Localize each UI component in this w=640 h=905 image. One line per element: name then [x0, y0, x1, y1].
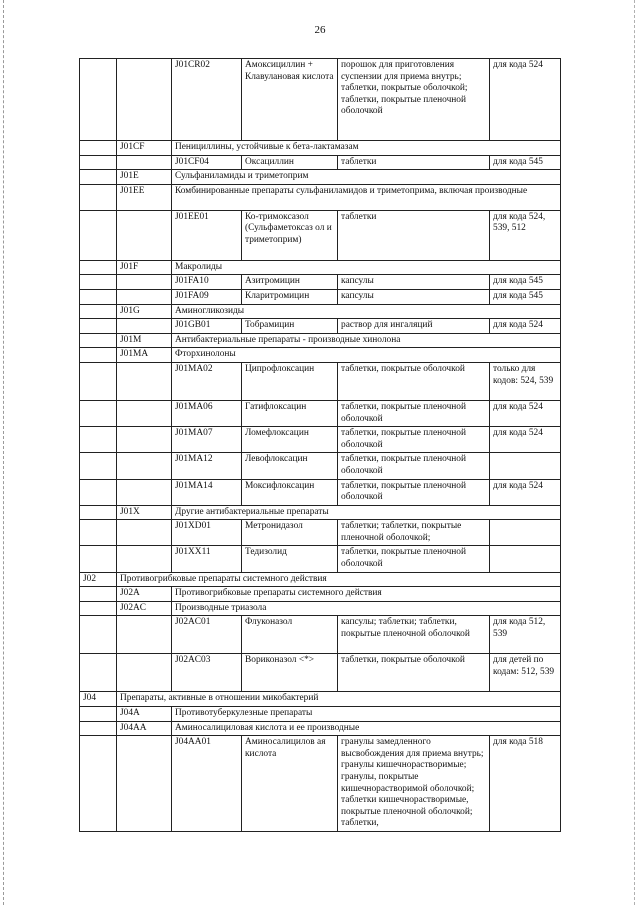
drug-name-cell: Азитромицин [242, 275, 338, 290]
drug-name-cell: Вориконазол <*> [242, 654, 338, 692]
group-title-cell: Сульфаниламиды и триметоприм [172, 170, 561, 185]
drug-name-cell: Метронидазол [242, 520, 338, 546]
empty-cell [117, 210, 172, 260]
drug-row [80, 59, 561, 141]
empty-cell [117, 453, 172, 479]
dosage-form-cell: таблетки, покрытые оболочкой [338, 362, 490, 400]
group-code-cell: J02AC [117, 601, 172, 616]
drug-row [80, 155, 561, 170]
group-row-level3 [80, 721, 561, 736]
drug-row [80, 520, 561, 546]
scan-edge-right [634, 0, 636, 905]
group-row-level3 [80, 707, 561, 722]
group-row-level3 [80, 184, 561, 210]
table-body [80, 59, 561, 832]
empty-cell [80, 184, 117, 210]
empty-cell [117, 155, 172, 170]
group-title-cell: Другие антибактериальные препараты [172, 505, 561, 520]
group-title-cell: Фторхинолоны [172, 348, 561, 363]
drug-name-cell: Аминосалицилов ая кислота [242, 736, 338, 832]
drug-name-cell: Гатифлоксацин [242, 400, 338, 426]
group-row-level3 [80, 505, 561, 520]
dosage-form-cell: таблетки, покрытые пленочной оболочкой [338, 546, 490, 572]
drug-name-cell: Ломефлоксацин [242, 427, 338, 453]
drug-row [80, 427, 561, 453]
group-code-cell: J01F [117, 260, 172, 275]
atc-code-cell: J01CR02 [172, 59, 242, 141]
dosage-form-cell: таблетки, покрытые пленочной оболочкой [338, 427, 490, 453]
empty-cell [80, 587, 117, 602]
group-row-level3 [80, 601, 561, 616]
group-row-level3 [80, 348, 561, 363]
group-code-cell: J04 [80, 692, 117, 707]
note-cell: для кода 524 [490, 479, 561, 505]
note-cell: для кода 545 [490, 289, 561, 304]
note-cell [490, 546, 561, 572]
dosage-form-cell: капсулы; таблетки; таблетки, покрытые пленочной оболочкой [338, 616, 490, 654]
empty-cell [117, 616, 172, 654]
drug-row [80, 362, 561, 400]
empty-cell [80, 260, 117, 275]
drug-row [80, 210, 561, 260]
group-title-cell: Макролиды [172, 260, 561, 275]
scan-edge-left [3, 0, 5, 905]
note-cell: только для кодов: 524, 539 [490, 362, 561, 400]
note-cell: для кода 524 [490, 427, 561, 453]
empty-cell [80, 400, 117, 426]
dosage-form-cell: капсулы [338, 289, 490, 304]
drug-row [80, 319, 561, 334]
drug-classification-table [79, 58, 561, 832]
drug-name-cell: Тобрамицин [242, 319, 338, 334]
drug-name-cell: Тедизолид [242, 546, 338, 572]
drug-row [80, 654, 561, 692]
empty-cell [80, 721, 117, 736]
note-cell: для кода 545 [490, 155, 561, 170]
empty-cell [80, 453, 117, 479]
note-cell: для кода 518 [490, 736, 561, 832]
empty-cell [117, 479, 172, 505]
empty-cell [80, 479, 117, 505]
dosage-form-cell: таблетки [338, 210, 490, 260]
atc-code-cell: J01XX11 [172, 546, 242, 572]
group-code-cell: J01X [117, 505, 172, 520]
group-row-level2 [80, 572, 561, 587]
empty-cell [80, 155, 117, 170]
empty-cell [80, 59, 117, 141]
dosage-form-cell: гранулы замедленного высвобождения для приема внутрь; гранулы кишечнорастворимые; гранулы, покрытые кишечнорастворимой оболочкой; таблетки кишечнорастворимые, покрытые пленочной оболочкой; таблетки, [338, 736, 490, 832]
drug-name-cell: Амоксициллин + Клавулановая кислота [242, 59, 338, 141]
empty-cell [117, 59, 172, 141]
group-title-cell: Производные триазола [172, 601, 561, 616]
empty-cell [80, 616, 117, 654]
drug-name-cell: Ко-тримоксазол (Сульфаметоксаз ол и триметоприм) [242, 210, 338, 260]
group-code-cell: J01M [117, 333, 172, 348]
group-title-cell: Комбинированные препараты сульфаниламидов и триметоприма, включая производные [172, 184, 561, 210]
empty-cell [117, 427, 172, 453]
empty-cell [80, 319, 117, 334]
dosage-form-cell: капсулы [338, 275, 490, 290]
atc-code-cell: J01MA12 [172, 453, 242, 479]
group-row-level3 [80, 260, 561, 275]
group-code-cell: J01EE [117, 184, 172, 210]
empty-cell [80, 505, 117, 520]
drug-name-cell: Моксифлоксацин [242, 479, 338, 505]
atc-code-cell: J02AC01 [172, 616, 242, 654]
empty-cell [117, 362, 172, 400]
empty-cell [80, 348, 117, 363]
atc-code-cell: J01XD01 [172, 520, 242, 546]
group-code-cell: J04A [117, 707, 172, 722]
dosage-form-cell: таблетки, покрытые оболочкой [338, 654, 490, 692]
empty-cell [80, 736, 117, 832]
empty-cell [117, 275, 172, 290]
note-cell: для кода 524, 539, 512 [490, 210, 561, 260]
atc-code-cell: J04AA01 [172, 736, 242, 832]
empty-cell [117, 546, 172, 572]
empty-cell [80, 304, 117, 319]
empty-cell [117, 654, 172, 692]
atc-code-cell: J01FA09 [172, 289, 242, 304]
empty-cell [117, 400, 172, 426]
atc-code-cell: J01CF04 [172, 155, 242, 170]
drug-row [80, 616, 561, 654]
empty-cell [80, 546, 117, 572]
empty-cell [80, 170, 117, 185]
atc-code-cell: J01MA06 [172, 400, 242, 426]
dosage-form-cell: таблетки, покрытые пленочной оболочкой [338, 479, 490, 505]
empty-cell [80, 333, 117, 348]
drug-row [80, 289, 561, 304]
group-title-cell: Аминосалициловая кислота и ее производные [172, 721, 561, 736]
group-row-level3 [80, 587, 561, 602]
note-cell [490, 520, 561, 546]
empty-cell [117, 289, 172, 304]
drug-row [80, 275, 561, 290]
group-title-cell: Пенициллины, устойчивые к бета-лактамазам [172, 141, 561, 156]
dosage-form-cell: таблетки, покрытые пленочной оболочкой [338, 400, 490, 426]
group-title-cell: Препараты, активные в отношении микобактерий [117, 692, 561, 707]
dosage-form-cell: таблетки [338, 155, 490, 170]
empty-cell [80, 362, 117, 400]
dosage-form-cell: таблетки; таблетки, покрытые пленочной оболочкой; [338, 520, 490, 546]
group-row-level3 [80, 333, 561, 348]
drug-row [80, 400, 561, 426]
group-title-cell: Противотуберкулезные препараты [172, 707, 561, 722]
empty-cell [117, 319, 172, 334]
atc-code-cell: J02AC03 [172, 654, 242, 692]
drug-row [80, 736, 561, 832]
drug-name-cell: Кларитромицин [242, 289, 338, 304]
atc-code-cell: J01FA10 [172, 275, 242, 290]
atc-code-cell: J01GB01 [172, 319, 242, 334]
dosage-form-cell: раствор для ингаляций [338, 319, 490, 334]
group-row-level2 [80, 692, 561, 707]
empty-cell [80, 520, 117, 546]
group-code-cell: J02A [117, 587, 172, 602]
empty-cell [117, 520, 172, 546]
group-title-cell: Противогрибковые препараты системного действия [117, 572, 561, 587]
group-code-cell: J01E [117, 170, 172, 185]
note-cell: для кода 524 [490, 400, 561, 426]
drug-name-cell: Флуконазол [242, 616, 338, 654]
dosage-form-cell: порошок для приготовления суспензии для приема внутрь; таблетки, покрытые оболочкой; таблетки, покрытые пленочной оболочкой [338, 59, 490, 141]
drug-row [80, 546, 561, 572]
group-code-cell: J04AA [117, 721, 172, 736]
empty-cell [80, 141, 117, 156]
group-title-cell: Аминогликозиды [172, 304, 561, 319]
group-row-level3 [80, 304, 561, 319]
empty-cell [80, 707, 117, 722]
group-code-cell: J02 [80, 572, 117, 587]
group-code-cell: J01CF [117, 141, 172, 156]
note-cell: для кода 545 [490, 275, 561, 290]
empty-cell [80, 289, 117, 304]
drug-name-cell: Ципрофлоксацин [242, 362, 338, 400]
group-code-cell: J01MA [117, 348, 172, 363]
empty-cell [80, 275, 117, 290]
drug-name-cell: Оксациллин [242, 155, 338, 170]
empty-cell [80, 654, 117, 692]
note-cell: для кода 524 [490, 319, 561, 334]
group-code-cell: J01G [117, 304, 172, 319]
atc-code-cell: J01MA14 [172, 479, 242, 505]
drug-row [80, 479, 561, 505]
page-number: 26 [314, 24, 326, 36]
atc-code-cell: J01MA07 [172, 427, 242, 453]
note-cell: для детей по кодам: 512, 539 [490, 654, 561, 692]
empty-cell [80, 210, 117, 260]
empty-cell [80, 601, 117, 616]
empty-cell [117, 736, 172, 832]
group-title-cell: Антибактериальные препараты - производные хинолона [172, 333, 561, 348]
drug-row [80, 453, 561, 479]
note-cell: для кода 524 [490, 59, 561, 141]
atc-code-cell: J01MA02 [172, 362, 242, 400]
drug-name-cell: Левофлоксацин [242, 453, 338, 479]
group-row-level3 [80, 170, 561, 185]
atc-code-cell: J01EE01 [172, 210, 242, 260]
dosage-form-cell: таблетки, покрытые пленочной оболочкой [338, 453, 490, 479]
empty-cell [80, 427, 117, 453]
note-cell: для кода 512, 539 [490, 616, 561, 654]
group-row-level3 [80, 141, 561, 156]
group-title-cell: Противогрибковые препараты системного действия [172, 587, 561, 602]
note-cell [490, 453, 561, 479]
